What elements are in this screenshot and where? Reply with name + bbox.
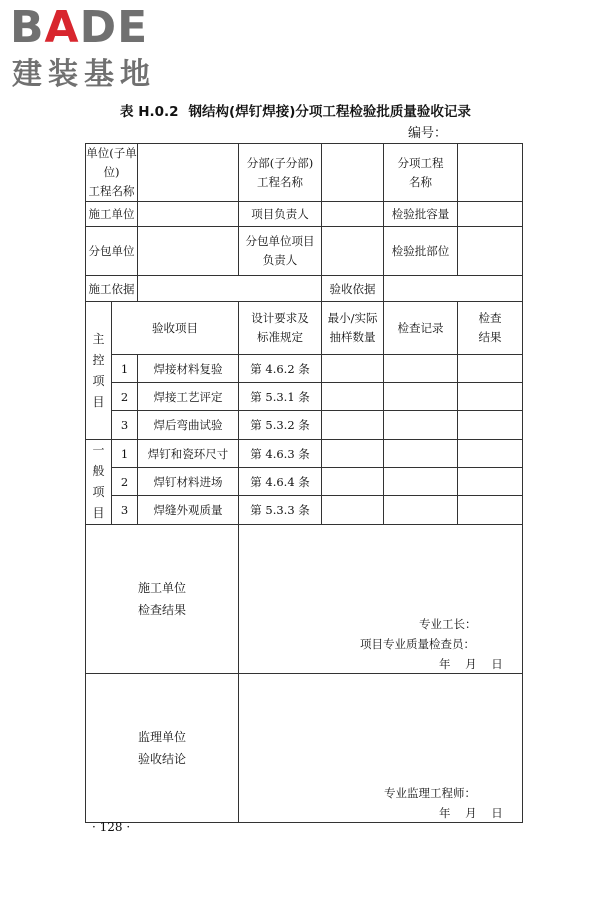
item-project-name-value[interactable]: [458, 144, 523, 202]
table-number: 表 H.0.2: [120, 104, 179, 120]
item-project-name-label: 分项工程 名称: [384, 144, 458, 202]
constructor-label: 施工单位: [86, 202, 138, 227]
project-manager-label: 项目负责人: [239, 202, 322, 227]
row-number: 2: [112, 383, 138, 411]
result-cell[interactable]: [458, 411, 523, 440]
clause: 第 5.3.1 条: [239, 383, 322, 411]
batch-location-value[interactable]: [458, 227, 523, 276]
clause: 第 4.6.3 条: [239, 440, 322, 468]
item-name: 焊接材料复验: [138, 355, 239, 383]
serial-number-label: 编号：: [408, 126, 448, 141]
sample-cell[interactable]: [322, 468, 384, 496]
item-name: 焊后弯曲试验: [138, 411, 239, 440]
sub-project-name-label: 分部(子分部) 工程名称: [239, 144, 322, 202]
acceptance-basis-label: 验收依据: [322, 276, 384, 302]
record-cell[interactable]: [384, 383, 458, 411]
result-cell[interactable]: [458, 440, 523, 468]
sample-cell[interactable]: [322, 440, 384, 468]
row-number: 2: [112, 468, 138, 496]
constructor-check-label-cell: [86, 525, 239, 674]
clause: 第 5.3.2 条: [239, 411, 322, 440]
record-cell[interactable]: [384, 440, 458, 468]
sub-project-name-value[interactable]: [322, 144, 384, 202]
sample-cell[interactable]: [322, 355, 384, 383]
supervising-engineer-label: 专业监理工程师：: [384, 786, 477, 800]
supervisor-conclusion-area[interactable]: [239, 674, 523, 823]
construction-basis-value[interactable]: [138, 276, 322, 302]
constructor-value[interactable]: [138, 202, 239, 227]
item-name: 焊钉和瓷环尺寸: [138, 440, 239, 468]
subcontractor-label: 分包单位: [86, 227, 138, 276]
record-cell[interactable]: [384, 496, 458, 525]
project-manager-value[interactable]: [322, 202, 384, 227]
table-row: [86, 355, 523, 383]
row-number: 1: [112, 440, 138, 468]
subcontractor-value[interactable]: [138, 227, 239, 276]
constructor-check-label: 施工单位 检查结果: [138, 581, 187, 617]
record-cell[interactable]: [384, 411, 458, 440]
item-name: 焊钉材料进场: [138, 468, 239, 496]
clause: 第 4.6.2 条: [239, 355, 322, 383]
logo-wordmark: BADE: [10, 2, 149, 53]
supervisor-label-cell: [86, 674, 239, 823]
item-name: 焊接工艺评定: [138, 383, 239, 411]
col-header-result: 检查 结果: [458, 302, 523, 355]
logo-subtitle: 建装基地: [12, 57, 156, 92]
batch-capacity-value[interactable]: [458, 202, 523, 227]
main-control-label: 主 控 项 目: [86, 302, 112, 440]
table-row: [86, 468, 523, 496]
foreman-label: 专业工长：: [419, 617, 477, 631]
bade-logo: [10, 4, 180, 96]
table-row: [86, 411, 523, 440]
result-cell[interactable]: [458, 355, 523, 383]
unit-name-label: 单位(子单位) 工程名称: [86, 144, 138, 202]
clause: 第 4.6.4 条: [239, 468, 322, 496]
table-row: [86, 383, 523, 411]
record-cell[interactable]: [384, 468, 458, 496]
sample-cell[interactable]: [322, 383, 384, 411]
col-header-record: 检查记录: [384, 302, 458, 355]
record-cell[interactable]: [384, 355, 458, 383]
document-title: [120, 100, 481, 120]
inspection-record-table: [85, 143, 523, 823]
construction-basis-label: 施工依据: [86, 276, 138, 302]
sub-manager-label: 分包单位项目 负责人: [239, 227, 322, 276]
acceptance-basis-value[interactable]: [384, 276, 523, 302]
page-number: · 128 ·: [92, 820, 131, 834]
batch-location-label: 检验批部位: [384, 227, 458, 276]
constructor-check-area[interactable]: [239, 525, 523, 674]
item-name: 焊缝外观质量: [138, 496, 239, 525]
supervisor-date: 年 月 日: [439, 806, 503, 820]
constructor-date: 年 月 日: [439, 657, 503, 671]
col-header-item: 验收项目: [112, 302, 239, 355]
clause: 第 5.3.3 条: [239, 496, 322, 525]
row-number: 3: [112, 411, 138, 440]
row-number: 1: [112, 355, 138, 383]
col-header-design: 设计要求及 标准规定: [239, 302, 322, 355]
batch-capacity-label: 检验批容量: [384, 202, 458, 227]
result-cell[interactable]: [458, 468, 523, 496]
sub-manager-value[interactable]: [322, 227, 384, 276]
row-number: 3: [112, 496, 138, 525]
col-header-sample: 最小/实际 抽样数量: [322, 302, 384, 355]
supervisor-label: 监理单位 验收结论: [138, 730, 187, 766]
sample-cell[interactable]: [322, 496, 384, 525]
title-text: 钢结构(焊钉焊接)分项工程检验批质量验收记录: [188, 104, 471, 120]
unit-name-value[interactable]: [138, 144, 239, 202]
general-items-label: 一 般 项 目: [86, 440, 112, 525]
result-cell[interactable]: [458, 496, 523, 525]
result-cell[interactable]: [458, 383, 523, 411]
quality-inspector-label: 项目专业质量检查员：: [360, 637, 476, 651]
table-row: [86, 496, 523, 525]
sample-cell[interactable]: [322, 411, 384, 440]
table-row: [86, 440, 523, 468]
